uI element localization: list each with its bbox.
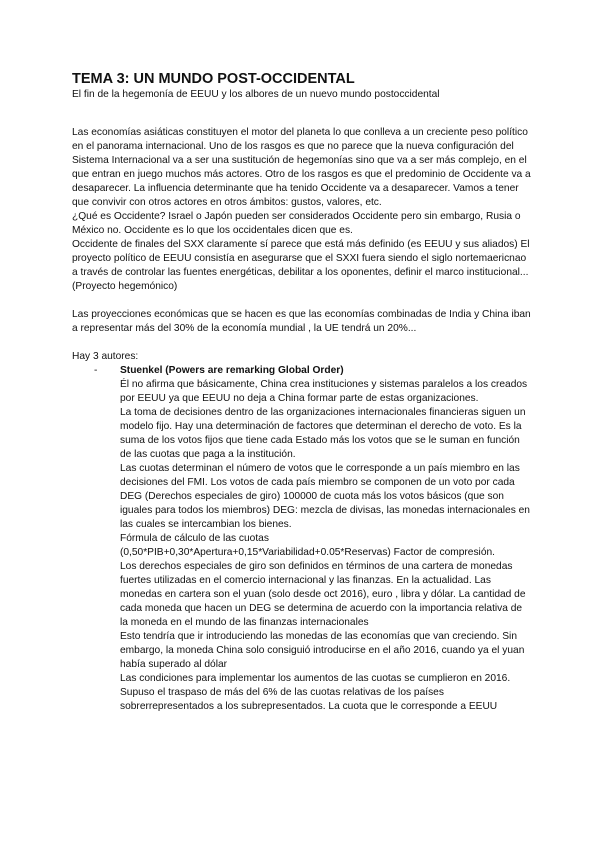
bullet-paragraph: Las condiciones para implementar los aumentos de las cuotas se cumplieron en 2016. Supuso el traspaso de más del 6% de las cuotas relativas de los países sobrerrepresentados a los subrepresentados. La cuota que le corresponde a EEUU (120, 673, 511, 712)
bullet-paragraph: La toma de decisiones dentro de las organizaciones internacionales financieras siguen un modelo fijo. Hay una determinación de factores que determinan el derecho de voto. Es la suma de los votos fijos que tiene cada Estado más los votos que se le suman en función de las cuotas que paga a la institución. (120, 407, 526, 460)
intro-paragraph: Las economías asiáticas constituyen el motor del planeta lo que conlleva a un creciente peso político en el panorama internacional. Uno de los rasgos es que no parece que la nueva configuración del Sistema Internacional va a ser una sustitución de hegemonías sino que va a ser más complejo, en el que entran en juego muchos más actores. Otro de los rasgos es que el predominio de Occidente va a desaparecer. La influencia determinante que ha tenido Occidente va a desaparecer. Vamos a tener que convivir con otros actores en otros ámbitos: gustos, valores, etc. (72, 127, 531, 208)
page-subtitle: El fin de la hegemonía de EEUU y los albores de un nuevo mundo postoccidental (72, 89, 440, 100)
projection-paragraph: Las proyecciones económicas que se hacen es que las economías combinadas de India y China iban a representar más del 30% de la economía mundial , la UE tendrá un 20%... (72, 309, 531, 334)
bullet-paragraph: Él no afirma que básicamente, China crea instituciones y sistemas paralelos a los creados por EEUU ya que EEUU no deja a China formar parte de estas organizaciones. (120, 379, 528, 404)
page-title: TEMA 3: UN MUNDO POST-OCCIDENTAL (72, 71, 355, 87)
intro-paragraph: Occidente de finales del SXX claramente sí parece que está más definido (es EEUU y sus aliados) El proyecto político de EEUU consistía en asegurarse que el SXXI fuera siendo el siglo nortemaericnao a través de controlar las fuentes energéticas, debilitar a los oponentes, definir el marco institucional... (Proyecto hegemónico) (72, 239, 530, 292)
paragraph-spacer (72, 294, 532, 308)
bullet-paragraph: Las cuotas determinan el número de votos que le corresponde a un país miembro en las decisiones del FMI. Los votos de cada país miembro se componen de un voto por cada DEG (Derechos especiales de giro) 100000 de cuota más los votos básicos (que son iguales para todos los miembros) DEG: mezcla de divisas, las monedas internacionales en las cuales se intercambian los bienes. (120, 463, 530, 530)
bullet-marker-icon: - (94, 365, 98, 376)
bullet-paragraph: Esto tendría que ir introduciendo las monedas de las economías que van creciendo. Sin embargo, la moneda China solo consiguió introducirse en el año 2016, cuando ya el yuan había superado al dólar (120, 631, 525, 670)
bullet-paragraph: Los derechos especiales de giro son definidos en términos de una cartera de monedas fuertes utilizadas en el comercio internacional y las finanzas. En la actualidad. Las monedas en cartera son el yuan (solo desde oct 2016), euro , libra y dólar. La cantidad de cada moneda que hacen un DEG se determina de acuerdo con la importancia relativa de la moneda en el mundo de las finanzas internacionales (120, 561, 526, 628)
document-content (72, 70, 532, 714)
bullet-paragraph: (0,50*PIB+0,30*Apertura+0,15*Variabilidad+0.05*Reservas) Factor de compresión. (120, 547, 495, 558)
authors-intro: Hay 3 autores: (72, 351, 139, 362)
author-bullet-item (72, 364, 532, 714)
bullet-title: Stuenkel (Powers are remarking Global Order) (120, 365, 344, 376)
bullet-paragraph: Fórmula de cálculo de las cuotas (120, 533, 269, 544)
intro-paragraph: ¿Qué es Occidente? Israel o Japón pueden ser considerados Occidente pero sin embargo, Rusia o México no. Occidente es lo que los occidentales dicen que es. (72, 211, 521, 236)
